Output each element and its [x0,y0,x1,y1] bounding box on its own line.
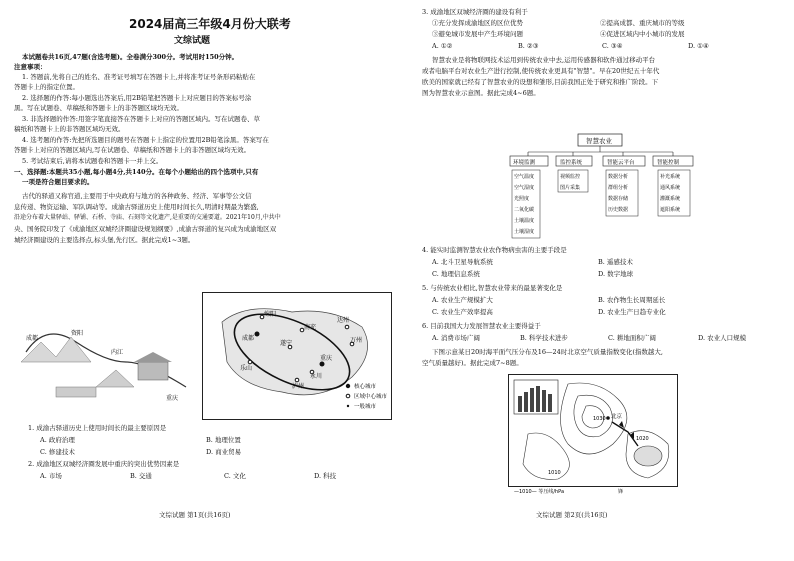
section-heading-cont: 一项是符合题目要求的。 [22,178,94,186]
leaf-label: 空气温度 [514,174,535,180]
leaf-label: 历史数据 [608,207,629,213]
city-label: 达州 [337,317,350,324]
q2-option-d[interactable]: D. 科技 [314,472,337,480]
q3-option-a[interactable]: A. ①② [432,42,453,50]
passage-line: 欧美的国家就已经有了智慧农业的设想和雏形,目前我国正处于研究和推广阶段。下 [422,78,659,86]
q4-option-b[interactable]: B. 遥感技术 [598,258,633,266]
page-footer: 文综试题 第1页(共16页) [159,511,231,519]
leaf-label: 补光系统 [660,174,681,180]
legend-core-symbol [346,384,350,388]
note-line: 黑。写在试题卷、草稿纸和答题卡上的非答题区域均无效。 [14,104,183,112]
question-6: 6. 目前我国大力发展智慧农业主要得益于 [422,322,541,330]
leaf-label: 土壤湿度 [514,229,535,235]
q5-option-d[interactable]: D. 农业生产日趋专业化 [598,308,666,316]
leaf-label: 数据分析 [608,174,629,180]
isobar-label: 1030 [593,416,606,422]
note-line: 2. 选择题的作答:每小题选出答案后,用2B铅笔把答题卡上对应题目的答案标号涂 [22,94,252,102]
legend-label: 核心城市 [354,384,377,390]
city-label: 绵阳 [264,311,277,318]
bridge-shape [56,387,96,397]
note-line: 1. 答题前,先将自己的姓名、准考证号填写在答题卡上,并将准考证号条形码粘贴在 [22,73,256,81]
passage2-line: 空气质量越好)。据此完成7~8题。 [422,359,523,367]
leaf-column [512,170,540,238]
city-dot [345,325,349,329]
note-line: 3. 非选择题的作答:用签字笔直接答在答题卡上对应的答题区域内。写在试题卷、草 [22,115,260,123]
branch-label: 智能控制 [657,160,680,166]
q2-option-b[interactable]: B. 交通 [130,472,152,480]
q2-option-c[interactable]: C. 文化 [224,472,246,480]
q6-option-c[interactable]: C. 耕地面积广阔 [608,334,656,342]
legend-regional-symbol [346,394,350,398]
leaf-label: 灌溉系统 [660,196,681,202]
map-legend: —1010— 等压线/hPa [514,489,565,494]
q3-item-3: ③避免城市发展中产生环境问题 [432,30,523,38]
q3-item-1: ①充分发挥成渝地区的区位优势 [432,19,523,27]
city-label: 南充 [304,324,317,331]
map-legend: 锋 [618,489,624,494]
q6-option-b[interactable]: B. 科学技术进步 [520,334,568,342]
root-node-label: 智慧农业 [586,137,612,145]
roof-shape [134,352,172,362]
question-5: 5. 与传统农业相比,智慧农业带来的最显著变化是 [422,284,563,292]
q1-option-d[interactable]: D. 商业贸易 [206,448,242,456]
pressure-map [508,374,678,494]
right-page [408,0,786,561]
leaf-label: 空气湿度 [514,185,535,191]
q2-option-a[interactable]: A. 市场 [40,472,62,480]
smart-agriculture-diagram [508,132,698,242]
passage-line: 城经济圈建设的主要选择点,标头堡,先行区。据此完成1~3题。 [14,236,195,244]
q4-option-c[interactable]: C. 地理信息系统 [432,270,480,278]
branch-label: 环境监测 [513,160,536,166]
q1-option-c[interactable]: C. 修建技术 [40,448,75,456]
q5-option-b[interactable]: B. 农作物生长周期延长 [598,296,666,304]
question-3: 3. 成渝地区双城经济圈的建设有利于 [422,8,528,16]
leaf-label: 光照度 [514,196,530,202]
note-line: 稿纸和答题卡上的非答题区域均无效。 [14,125,125,133]
q3-item-4: ④促进区域内中小城市的发展 [600,30,685,38]
beijing-marker [606,416,610,420]
route-label: 成都 [26,335,39,342]
legend-label: 区域中心城市 [354,394,388,400]
aqi-bar [548,394,552,412]
q5-option-c[interactable]: C. 农业生产效率提高 [432,308,493,316]
q3-option-b[interactable]: B. ②③ [518,42,539,50]
exam-subtitle: 文综试题 [174,36,211,46]
city-label: 乐山 [240,365,253,372]
exam-intro: 本试题卷共16页,47题(含选考题)。全卷满分300分。考试用时150分钟。 [22,53,239,61]
legend-label: 一般城市 [354,404,377,410]
q6-option-d[interactable]: D. 农业人口规模 [698,334,747,342]
passage-line: 或者电脑平台对农业生产进行控制,使传统农业更具有"智慧"。早在20世纪五十年代 [422,67,660,75]
city-label: 重庆 [320,355,333,362]
left-page [14,0,396,561]
route-label: 内江 [111,349,124,356]
legend-general-symbol [347,405,349,407]
q6-option-a[interactable]: A. 消费市场广阔 [432,334,480,342]
passage-line: 图为智慧农业示意图。据此完成4~6题。 [422,89,540,97]
passage-line: 央、国务院印发了《成渝地区双城经济圈建设规划纲要》,成渝古驿道的复兴成为成渝地区双 [14,225,277,233]
q4-option-a[interactable]: A. 北斗卫星导航系统 [432,258,493,266]
question-4: 4. 能实时监测智慧农业农作物病虫害的主要手段是 [422,246,567,254]
q3-option-d[interactable]: D. ①④ [688,42,709,50]
passage-line: 息传递、物资运输、军队调动等。成渝古驿道历史上使用时间长久,明清时期最为繁盛, [14,203,259,211]
core-city-dot [320,362,325,367]
high-pressure-shade [634,446,662,466]
aqi-bar [542,390,546,412]
leaf-label: 通风系统 [660,185,681,191]
city-label: 成都 [242,335,255,342]
q5-option-a[interactable]: A. 农业生产规模扩大 [432,296,493,304]
passage-line: 沿途分布着大量驿站、驿铺、石桥、寺庙、石刻等文化遗产,是重要的交通要道。2021年10月,中共中 [14,214,281,221]
leaf-label: 数据存储 [608,196,629,202]
branch-label: 监控系统 [560,160,583,166]
notes-heading: 注意事项： [14,63,47,71]
core-city-dot [255,332,260,337]
route-label: 资阳 [71,330,84,337]
city-dot [295,378,299,382]
route-label: 重庆 [166,395,179,402]
ancient-road-illustration [16,292,196,412]
q4-option-d[interactable]: D. 数字地球 [598,270,634,278]
aqi-bar [536,386,540,412]
building-shape [138,362,168,380]
question-1: 1. 成渝古驿道历史上使用时间长的最主要原因是 [28,424,167,432]
city-label: 泸州 [292,383,305,390]
passage-line: 古代的驿道又称官道,主要用于中央政府与地方的各种政务、经济、军事等公文信 [22,192,252,200]
leaf-label: 图片采集 [560,185,581,191]
q1-option-b[interactable]: B. 地理位置 [206,436,241,444]
passage-line: 智慧农业是将物联网技术运用到传统农业中去,运用传感器和软件通过移动平台 [432,56,656,64]
branch-label: 智能云平台 [607,160,635,166]
note-line: 4. 选考题的作答:先把所选题目的题号在答题卡上指定的位置用2B铅笔涂黑。答案写在 [22,136,269,144]
city-label: 遂宁 [280,340,293,347]
aqi-bar [524,392,528,412]
leaf-label: 遮阳系统 [660,207,681,213]
city-label: 万州 [350,337,363,344]
aqi-bar [530,388,534,412]
note-line: 答题卡上对应的答题区域内,写在试题卷、草稿纸和答题卡上的非答题区域均无效。 [14,146,251,154]
q3-item-2: ②提高成都、重庆城市的等级 [600,19,685,27]
passage2-line: 下图示意某日20时海平面气压分布及16—24时北京空气质量指数变化(指数越大, [432,348,663,356]
note-line: 5. 考试结束后,请将本试题卷和答题卡一并上交。 [22,157,163,165]
leaf-label: 二氧化碳 [514,207,535,213]
leaf-label: 视频监控 [560,174,581,180]
leaf-label: 群组分析 [608,185,629,191]
q3-option-c[interactable]: C. ③④ [602,42,623,50]
section-heading: 一、选择题:本题共35小题,每小题4分,共140分。在每个小题给出的四个选项中,只有 [14,168,259,176]
map-label: 北京 [611,414,623,420]
isobar-label: 1010 [548,470,561,476]
page-footer: 文综试题 第2页(共16页) [536,511,608,519]
exam-title: 2024届高三年级4月份大联考 [129,17,291,31]
chengyu-map [202,292,392,420]
city-label: 永川 [310,373,323,380]
note-line: 答题卡上的指定位置。 [14,83,79,91]
aqi-bar [518,396,522,412]
mountain-shape [96,370,134,387]
city-dot [248,360,252,364]
leaf-label: 土壤温度 [514,218,535,224]
q1-option-a[interactable]: A. 政府治理 [40,436,75,444]
question-2: 2. 成渝地区双城经济圈发展中重庆的突出优势因素是 [28,460,180,468]
isobar-label: 1020 [636,436,649,442]
